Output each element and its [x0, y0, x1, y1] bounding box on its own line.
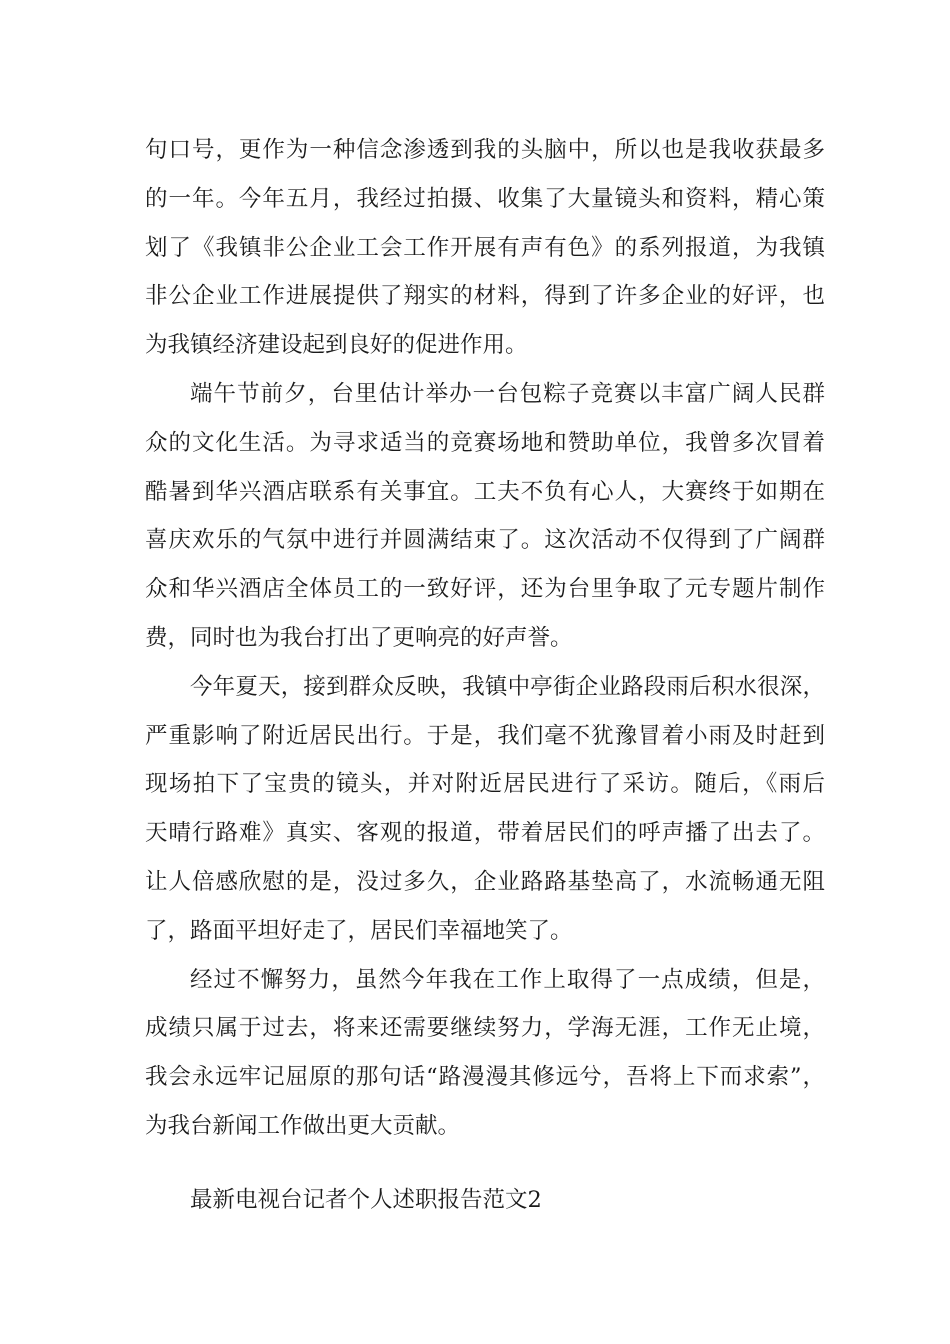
body-text [145, 126, 825, 1151]
text-line: 喜庆欢乐的气氛中进行并圆满结束了。这次活动不仅得到了广阔群 [145, 527, 825, 554]
paragraph-3 [145, 663, 825, 956]
text-line: 众的文化生活。为寻求适当的竞赛场地和赞助单位，我曾多次冒着 [145, 429, 825, 456]
text-line: 费，同时也为我台打出了更响亮的好声誉。 [145, 624, 573, 651]
text-line: 划了《我镇非公企业工会工作开展有声有色》的系列报道，为我镇 [145, 234, 825, 261]
text-line: 的一年。今年五月，我经过拍摄、收集了大量镜头和资料，精心策 [145, 185, 825, 212]
text-line: 让人倍感欣慰的是，没过多久，企业路路基垫高了，水流畅通无阻 [145, 868, 825, 895]
text-line: 经过不懈努力，虽然今年我在工作上取得了一点成绩，但是， [190, 966, 825, 993]
text-line: 句口号，更作为一种信念渗透到我的头脑中，所以也是我收获最多 [145, 137, 825, 163]
section-heading: 最新电视台记者个人述职报告范文2 [190, 1187, 542, 1213]
text-line: 我会永远牢记屈原的那句话“路漫漫其修远兮，吾将上下而求索”， [145, 1064, 825, 1091]
paragraph-1 [145, 126, 825, 370]
text-line: 非公企业工作进展提供了翔实的材料，得到了许多企业的好评，也 [145, 283, 825, 310]
paragraph-4 [145, 956, 825, 1151]
text-line: 端午节前夕，台里估计举办一台包粽子竞赛以丰富广阔人民群 [190, 380, 825, 407]
text-line: 天晴行路难》真实、客观的报道，带着居民们的呼声播了出去了。 [145, 820, 825, 847]
text-line: 成绩只属于过去，将来还需要继续努力，学海无涯，工作无止境， [145, 1015, 825, 1042]
text-line: 众和华兴酒店全体员工的一致好评，还为台里争取了元专题片制作 [145, 576, 825, 603]
text-line: 为我台新闻工作做出更大贡献。 [145, 1112, 461, 1139]
text-line: 今年夏天，接到群众反映，我镇中亭街企业路段雨后积水很深， [190, 673, 825, 700]
text-line: 严重影响了附近居民出行。于是，我们毫不犹豫冒着小雨及时赶到 [145, 722, 825, 749]
text-line: 了，路面平坦好走了，居民们幸福地笑了。 [145, 917, 573, 944]
text-line: 为我镇经济建设起到良好的促进作用。 [145, 332, 528, 359]
paragraph-2 [145, 370, 825, 663]
text-line: 现场拍下了宝贵的镜头，并对附近居民进行了采访。随后，《雨后 [145, 771, 825, 798]
text-line: 酷暑到华兴酒店联系有关事宜。工夫不负有心人，大赛终于如期在 [145, 478, 825, 505]
